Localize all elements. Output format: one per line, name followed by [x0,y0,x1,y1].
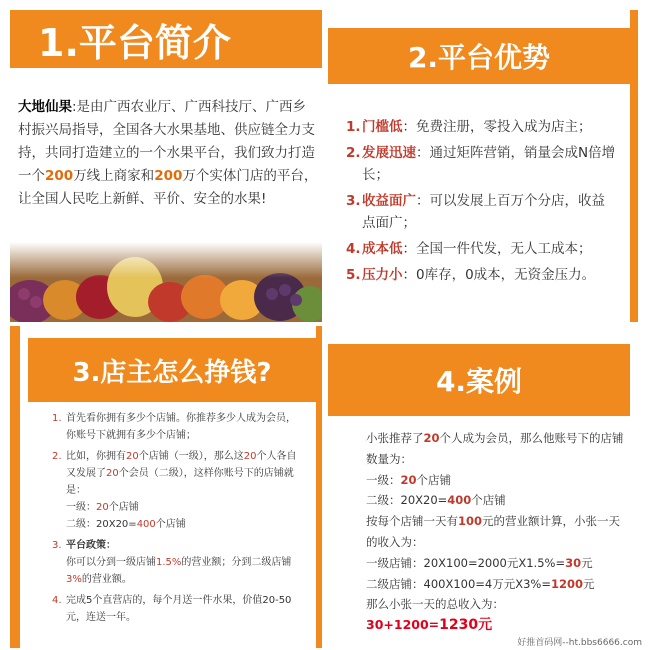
how-to-earn-panel [10,326,322,648]
right-accent-strip [316,326,322,648]
watermark: 好推首码网--ht.bbs6666.com [517,638,642,648]
case-panel [328,326,640,648]
brand-name: 大地仙果 [18,99,72,115]
advantage-item: 5. 压力小：0库存，0成本，无资金压力。 [346,267,596,283]
advantage-item: 2. 发展迅速：通过矩阵营销，销量会成N倍增长； [346,145,616,183]
left-accent-strip [10,326,20,648]
advantage-item: 1. 门槛低：免费注册，零投入成为店主； [346,119,592,135]
intro-text: 大地仙果:是由广西农业厅、广西科技厅、广西乡村振兴局指导，全国各大水果基地、供应链全力支持，共同打造建立的一个水果平台，我们致力打造一个200万线上商家和200万个实体门店的平台，让全国人民吃上新鲜、平价、安全的水果! [18,99,318,207]
earn-item: 1. 首先看你拥有多少个店铺。你推荐多少人成为会员，你账号下就拥有多少个店铺； [52,413,296,441]
total-income: 30+1200=1230元 [366,617,493,634]
earn-item: 4. 完成5个直营店的，每个月送一件水果，价值20-50元，连送一年。 [52,595,292,623]
earn-list [52,410,302,630]
advantages-list [346,116,618,290]
case-text: 小张推荐了20个人成为会员，那么他账号下的店铺数量为： 一级：20个店铺 二级：20X20=400个店铺 按每个店铺一天有100元的营业额计算，小张一天的收入为： 一级店铺：20X100=2000元X1.5%=30元 二级店铺：400X100=4万元X3%=1200元 那么小张一天的总收入为： 30+1200=1230元 [366,428,626,636]
earn-item: 2. 比如，你拥有20个店铺（一级），那么这20个人各自又发展了20个会员（二级），这样你账号下的店铺就是： 一级：20个店铺 二级：20X20=400个店铺 [52,451,297,530]
advantage-item: 3. 收益面广：可以发展上百万个分店，收益点面广； [346,193,605,231]
advantages-title: 2.平台优势 [328,28,630,84]
right-accent-strip [630,10,638,322]
advantage-item: 4. 成本低：全国一件代发，无人工成本； [346,241,592,257]
fruit-image [10,242,322,322]
earn-title: 3.店主怎么挣钱? [28,338,316,402]
platform-intro-panel [10,10,322,322]
case-title: 4.案例 [328,344,630,416]
platform-advantages-panel [328,10,640,322]
intro-title: 1.平台简介 [10,10,322,68]
earn-item: 3. 平台政策： 你可以分到一级店铺1.5%的营业额；分到二级店铺3%的营业额。 [52,540,292,585]
